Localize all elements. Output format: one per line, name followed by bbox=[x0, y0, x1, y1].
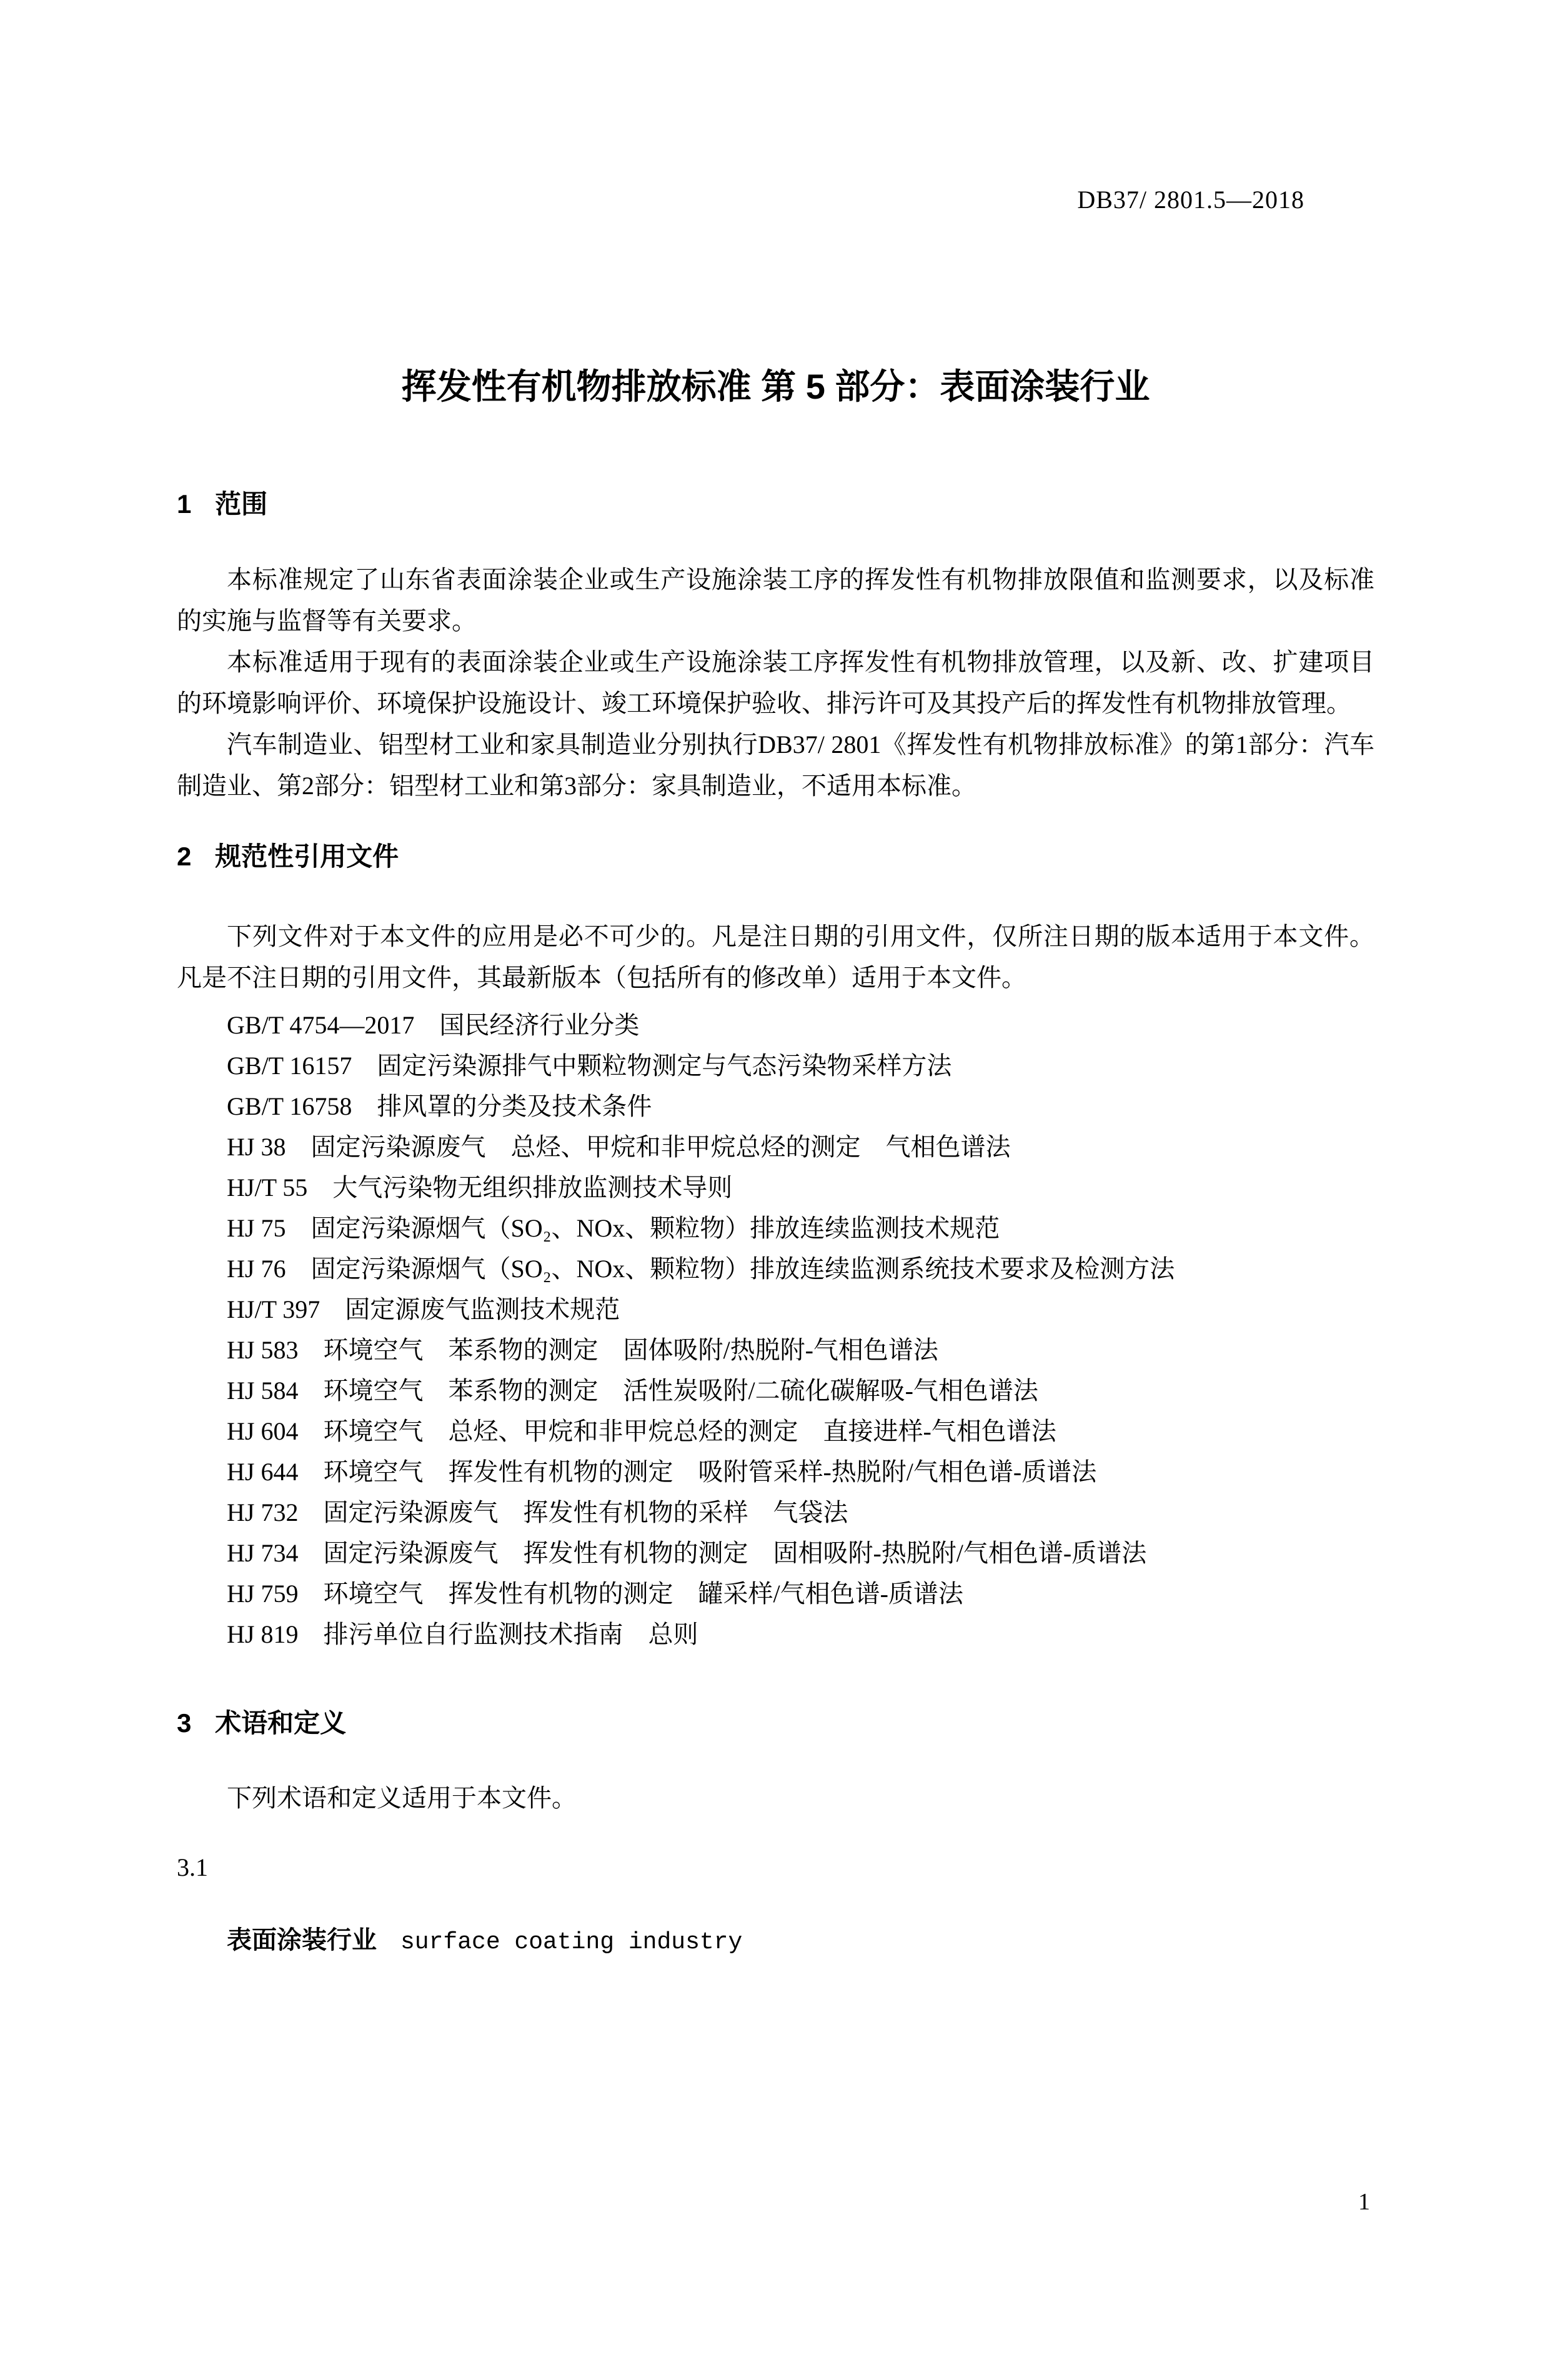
reference-item: HJ 644 环境空气 挥发性有机物的测定 吸附管采样-热脱附/气相色谱-质谱法 bbox=[227, 1457, 1097, 1486]
reference-item: GB/T 16758 排风罩的分类及技术条件 bbox=[227, 1092, 652, 1120]
reference-item: HJ 819 排污单位自行监测技术指南 总则 bbox=[227, 1620, 698, 1648]
document-number: DB37/ 2801.5—2018 bbox=[1077, 186, 1304, 214]
reference-item: HJ/T 397 固定源废气监测技术规范 bbox=[227, 1295, 620, 1323]
paragraph-scope-1: 本标准规定了山东省表面涂装企业或生产设施涂装工序的挥发性有机物排放限值和监测要求，以及标准的实施与监督等有关要求。 bbox=[177, 565, 1374, 635]
document-page bbox=[0, 187, 1550, 2380]
section-2-label: 规范性引用文件 bbox=[215, 841, 399, 871]
section-1-number: 1 bbox=[177, 489, 192, 519]
section-3-number: 3 bbox=[177, 1708, 192, 1738]
terms-intro-paragraph: 下列术语和定义适用于本文件。 bbox=[227, 1784, 577, 1813]
reference-item: HJ 732 固定污染源废气 挥发性有机物的采样 气袋法 bbox=[227, 1498, 848, 1526]
reference-item: HJ/T 55 大气污染物无组织排放监测技术导则 bbox=[227, 1173, 733, 1202]
paragraph-scope-2: 本标准适用于现有的表面涂装企业或生产设施涂装工序挥发性有机物排放管理，以及新、改、扩建项目的环境影响评价、环境保护设施设计、竣工环境保护验收、排污许可及其投产后的挥发性有机物排放管理。 bbox=[177, 647, 1374, 717]
reference-item: HJ 583 环境空气 苯系物的测定 固体吸附/热脱附-气相色谱法 bbox=[227, 1335, 938, 1364]
term-chinese: 表面涂装行业 bbox=[227, 1926, 377, 1954]
references-intro-paragraph: 下列文件对于本文件的应用是必不可少的。凡是注日期的引用文件，仅所注日期的版本适用于本文件。凡是不注日期的引用文件，其最新版本（包括所有的修改单）适用于本文件。 bbox=[177, 922, 1374, 992]
normative-references-list bbox=[177, 1005, 1374, 1655]
paragraph-scope-3: 汽车制造业、铝型材工业和家具制造业分别执行DB37/ 2801《挥发性有机物排放标准》的第1部分：汽车制造业、第2部分：铝型材工业和第3部分：家具制造业，不适用本标准。 bbox=[177, 730, 1374, 800]
term-english: surface coating industry bbox=[400, 1929, 743, 1956]
reference-item: HJ 38 固定污染源废气 总烃、甲烷和非甲烷总烃的测定 气相色谱法 bbox=[227, 1132, 1011, 1161]
section-1-body bbox=[177, 559, 1374, 807]
section-1-label: 范围 bbox=[215, 489, 268, 519]
section-1-heading bbox=[177, 489, 1374, 520]
section-3-heading bbox=[177, 1708, 1374, 1739]
term-definition-line bbox=[177, 1919, 1374, 1963]
section-2-heading bbox=[177, 841, 1374, 872]
reference-item: GB/T 4754—2017 国民经济行业分类 bbox=[227, 1010, 640, 1039]
subsection-3-1-number: 3.1 bbox=[177, 1853, 208, 1882]
reference-item: HJ 75 固定污染源烟气（SO₂、NOx、颗粒物）排放连续监测技术规范 bbox=[227, 1213, 1000, 1242]
reference-item: HJ 584 环境空气 苯系物的测定 活性炭吸附/二硫化碳解吸-气相色谱法 bbox=[227, 1376, 1038, 1405]
reference-item: GB/T 16157 固定污染源排气中颗粒物测定与气态污染物采样方法 bbox=[227, 1051, 952, 1080]
section-2-number: 2 bbox=[177, 841, 192, 871]
reference-item: HJ 76 固定污染源烟气（SO₂、NOx、颗粒物）排放连续监测系统技术要求及检测方法 bbox=[227, 1254, 1175, 1283]
reference-item: HJ 604 环境空气 总烃、甲烷和非甲烷总烃的测定 直接进样-气相色谱法 bbox=[227, 1417, 1056, 1445]
reference-item: HJ 759 环境空气 挥发性有机物的测定 罐采样/气相色谱-质谱法 bbox=[227, 1579, 963, 1608]
document-title: 挥发性有机物排放标准 第 5 部分：表面涂装行业 bbox=[401, 367, 1150, 406]
page-number: 1 bbox=[1358, 2189, 1370, 2215]
reference-item: HJ 734 固定污染源废气 挥发性有机物的测定 固相吸附-热脱附/气相色谱-质谱法 bbox=[227, 1538, 1147, 1567]
section-3-label: 术语和定义 bbox=[215, 1708, 347, 1738]
